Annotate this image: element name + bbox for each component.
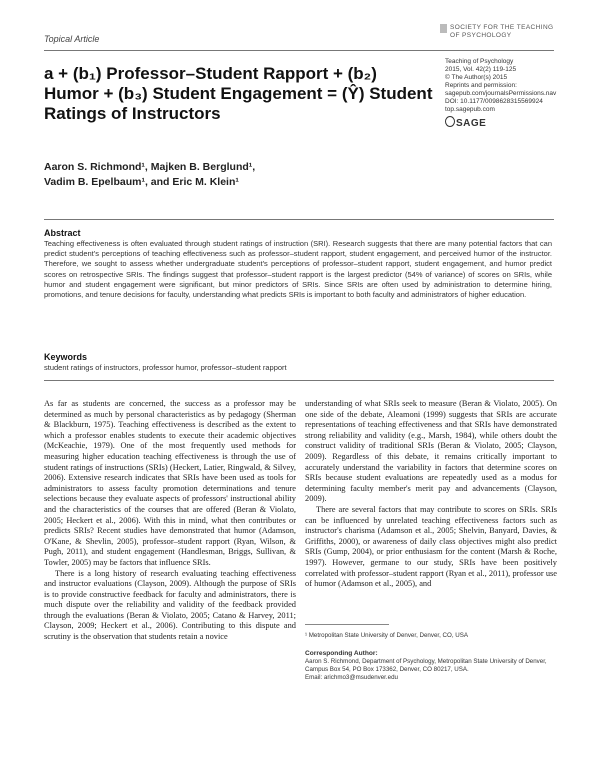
abstract-top-rule	[44, 219, 554, 220]
keywords-heading: Keywords	[44, 352, 88, 362]
corresponding-email[interactable]: Email: arichmo3@msudenver.edu	[305, 674, 398, 681]
body-paragraph: There is a long history of research evaluating teaching effectiveness and instructor evaluations (Clayson, 2009). Although the purpose of SRIs is to provide constructive feedback for faculty and administrators, there is much dispute over the reliability and validity of the feedback provided through the evaluations (Beran & Violato, 2005; Catano & Harvey, 2011; Clayson, 2009; Heckert et al., 2006). Contributing to this dispute and scrutiny is the observation that students retain a novice	[44, 568, 296, 642]
journal-meta	[445, 58, 575, 114]
footnotes	[305, 632, 555, 682]
journal-doi[interactable]: DOI: 10.1177/0098628315569924	[445, 98, 543, 105]
abstract-text: Teaching effectiveness is often evaluated through student ratings of instruction (SRI). Research suggests that there are many potential factors that can predict student's perceptions of teaching effectiveness such as professor–student rapport, student engagement, and perceived humor of the instructor. Therefore, we sought to assess whether undergraduate student's perceptions of professor–student rapport, student engagement, and humor predict scores on retrospective SRIs. The findings suggest that professor–student rapport is the largest predictor (54% of variance) of scores on SRIs, while humor and student engagement were significant, but minor predictors of SRIs. Since SRIs are often used by administration to determine hiring, promotions, and tenure decisions for faculty, understanding what predicts SRIs is important to both faculty and administrators of higher education.	[44, 239, 552, 300]
journal-copyright: © The Author(s) 2015	[445, 74, 508, 81]
affiliation-note: ¹ Metropolitan State University of Denver, Denver, CO, USA	[305, 632, 469, 639]
sage-icon	[445, 116, 455, 127]
header-rule	[44, 50, 554, 51]
body-paragraph: As far as students are concerned, the success as a professor may be determined as much by personal characteristics as by pedagogy (Sherman & Blackburn, 1975). Teaching effectiveness is described as the extent to which a professor enables students to execute their academic objectives (McKeachie, 1979). One of the most frequently used methods for measuring higher education teaching effectiveness is through the use of student ratings of instructions (SRIs) (Heckert, Latier, Ringwald, & Silvey, 2006). Extensive research indicates that SRIs have been used as tools for administrators to assess faculty promotion determinations and tenure selections because they evaluate aspects of professors' instructional ability and the characteristics of the courses that are offered (Beran & Violato, 2005; Heckert et al., 2006). With this in mind, what then contributes or predicts SRIs? Recent studies have demonstrated that humor (Adamson, O'Kane, & Shevlin, 2005), professor–student rapport (Ryan, Wilson, & Pugh, 2011), and student engagement (Handlesman, Briggs, Sullivan, & Towler, 2005) may be factors that influence SRIs.	[44, 399, 296, 567]
corresponding-address: Aaron S. Richmond, Department of Psychology, Metropolitan State University of Denver, Campus Box 54, PO Box 173362, Denver, CO 80217, USA.	[305, 658, 547, 673]
body-paragraph: understanding of what SRIs seek to measure (Beran & Violato, 2005). On one side of the debate, Aleamoni (1999) suggests that SRIs are accurate representations of teaching effectiveness and that SRIs have demonstrated strong reliability and validity (e.g., Marsh, 1984), while others doubt the construct validity of traditional SRIs (Beran & Violato, 2005; Clayson, 2009). Regardless of this debate, it remains critically important to accurately understand the variability in factors that determine scores on SRIs because student evaluations are repeatedly used as a modus for determining faculty member's merit pay and advancements (Clayson, 2009).	[305, 399, 557, 504]
society-logo	[450, 24, 560, 40]
journal-volume: 2015, Vol. 42(2) 119-125	[445, 66, 517, 73]
publisher-name: SAGE	[456, 118, 487, 129]
journal-reprints: Reprints and permission:	[445, 82, 517, 89]
keywords-text: student ratings of instructors, professor humor, professor–student rapport	[44, 363, 287, 372]
abstract-heading: Abstract	[44, 228, 81, 238]
article-title: a + (b₁) Professor–Student Rapport + (b₂) Humor + (b₃) Student Engagement = (Ŷ) Student Ratings of Instructors	[44, 64, 433, 123]
section-label: Topical Article	[44, 34, 100, 44]
society-name-line1: SOCIETY FOR THE TEACHING	[450, 24, 554, 31]
publisher-logo	[445, 116, 486, 129]
author-list	[44, 160, 374, 190]
authors-line-1: Aaron S. Richmond¹, Majken B. Berglund¹,	[44, 161, 256, 173]
society-logo-icon	[440, 24, 447, 33]
society-name-line2: OF PSYCHOLOGY	[450, 32, 512, 39]
corresponding-heading: Corresponding Author:	[305, 650, 378, 657]
footnote-rule	[305, 624, 389, 625]
keywords-bottom-rule	[44, 380, 554, 381]
journal-site-link[interactable]: top.sagepub.com	[445, 106, 495, 113]
body-column-left	[44, 399, 296, 643]
body-column-right	[305, 399, 557, 590]
authors-line-2: Vadim B. Epelbaum¹, and Eric M. Klein¹	[44, 176, 239, 188]
journal-permissions-link[interactable]: sagepub.com/journalsPermissions.nav	[445, 90, 557, 97]
journal-name: Teaching of Psychology	[445, 58, 514, 65]
body-paragraph: There are several factors that may contribute to scores on SRIs. SRIs can be influenced by unrelated teaching effectiveness factors such as instructor's charisma (Adamson et al., 2005; Shelvin, Banyard, Davies, & Griffiths, 2000), or awareness of daily class objectives might also predict SRIs (Gump, 2004), or prior enthusiasm for the content (Marsh & Roche, 1997). However, germane to our study, SRIs have been positively correlated with professor–student rapport (Ryan et al., 2011), professor use of humor (Adamson et al., 2005), and	[305, 504, 557, 589]
